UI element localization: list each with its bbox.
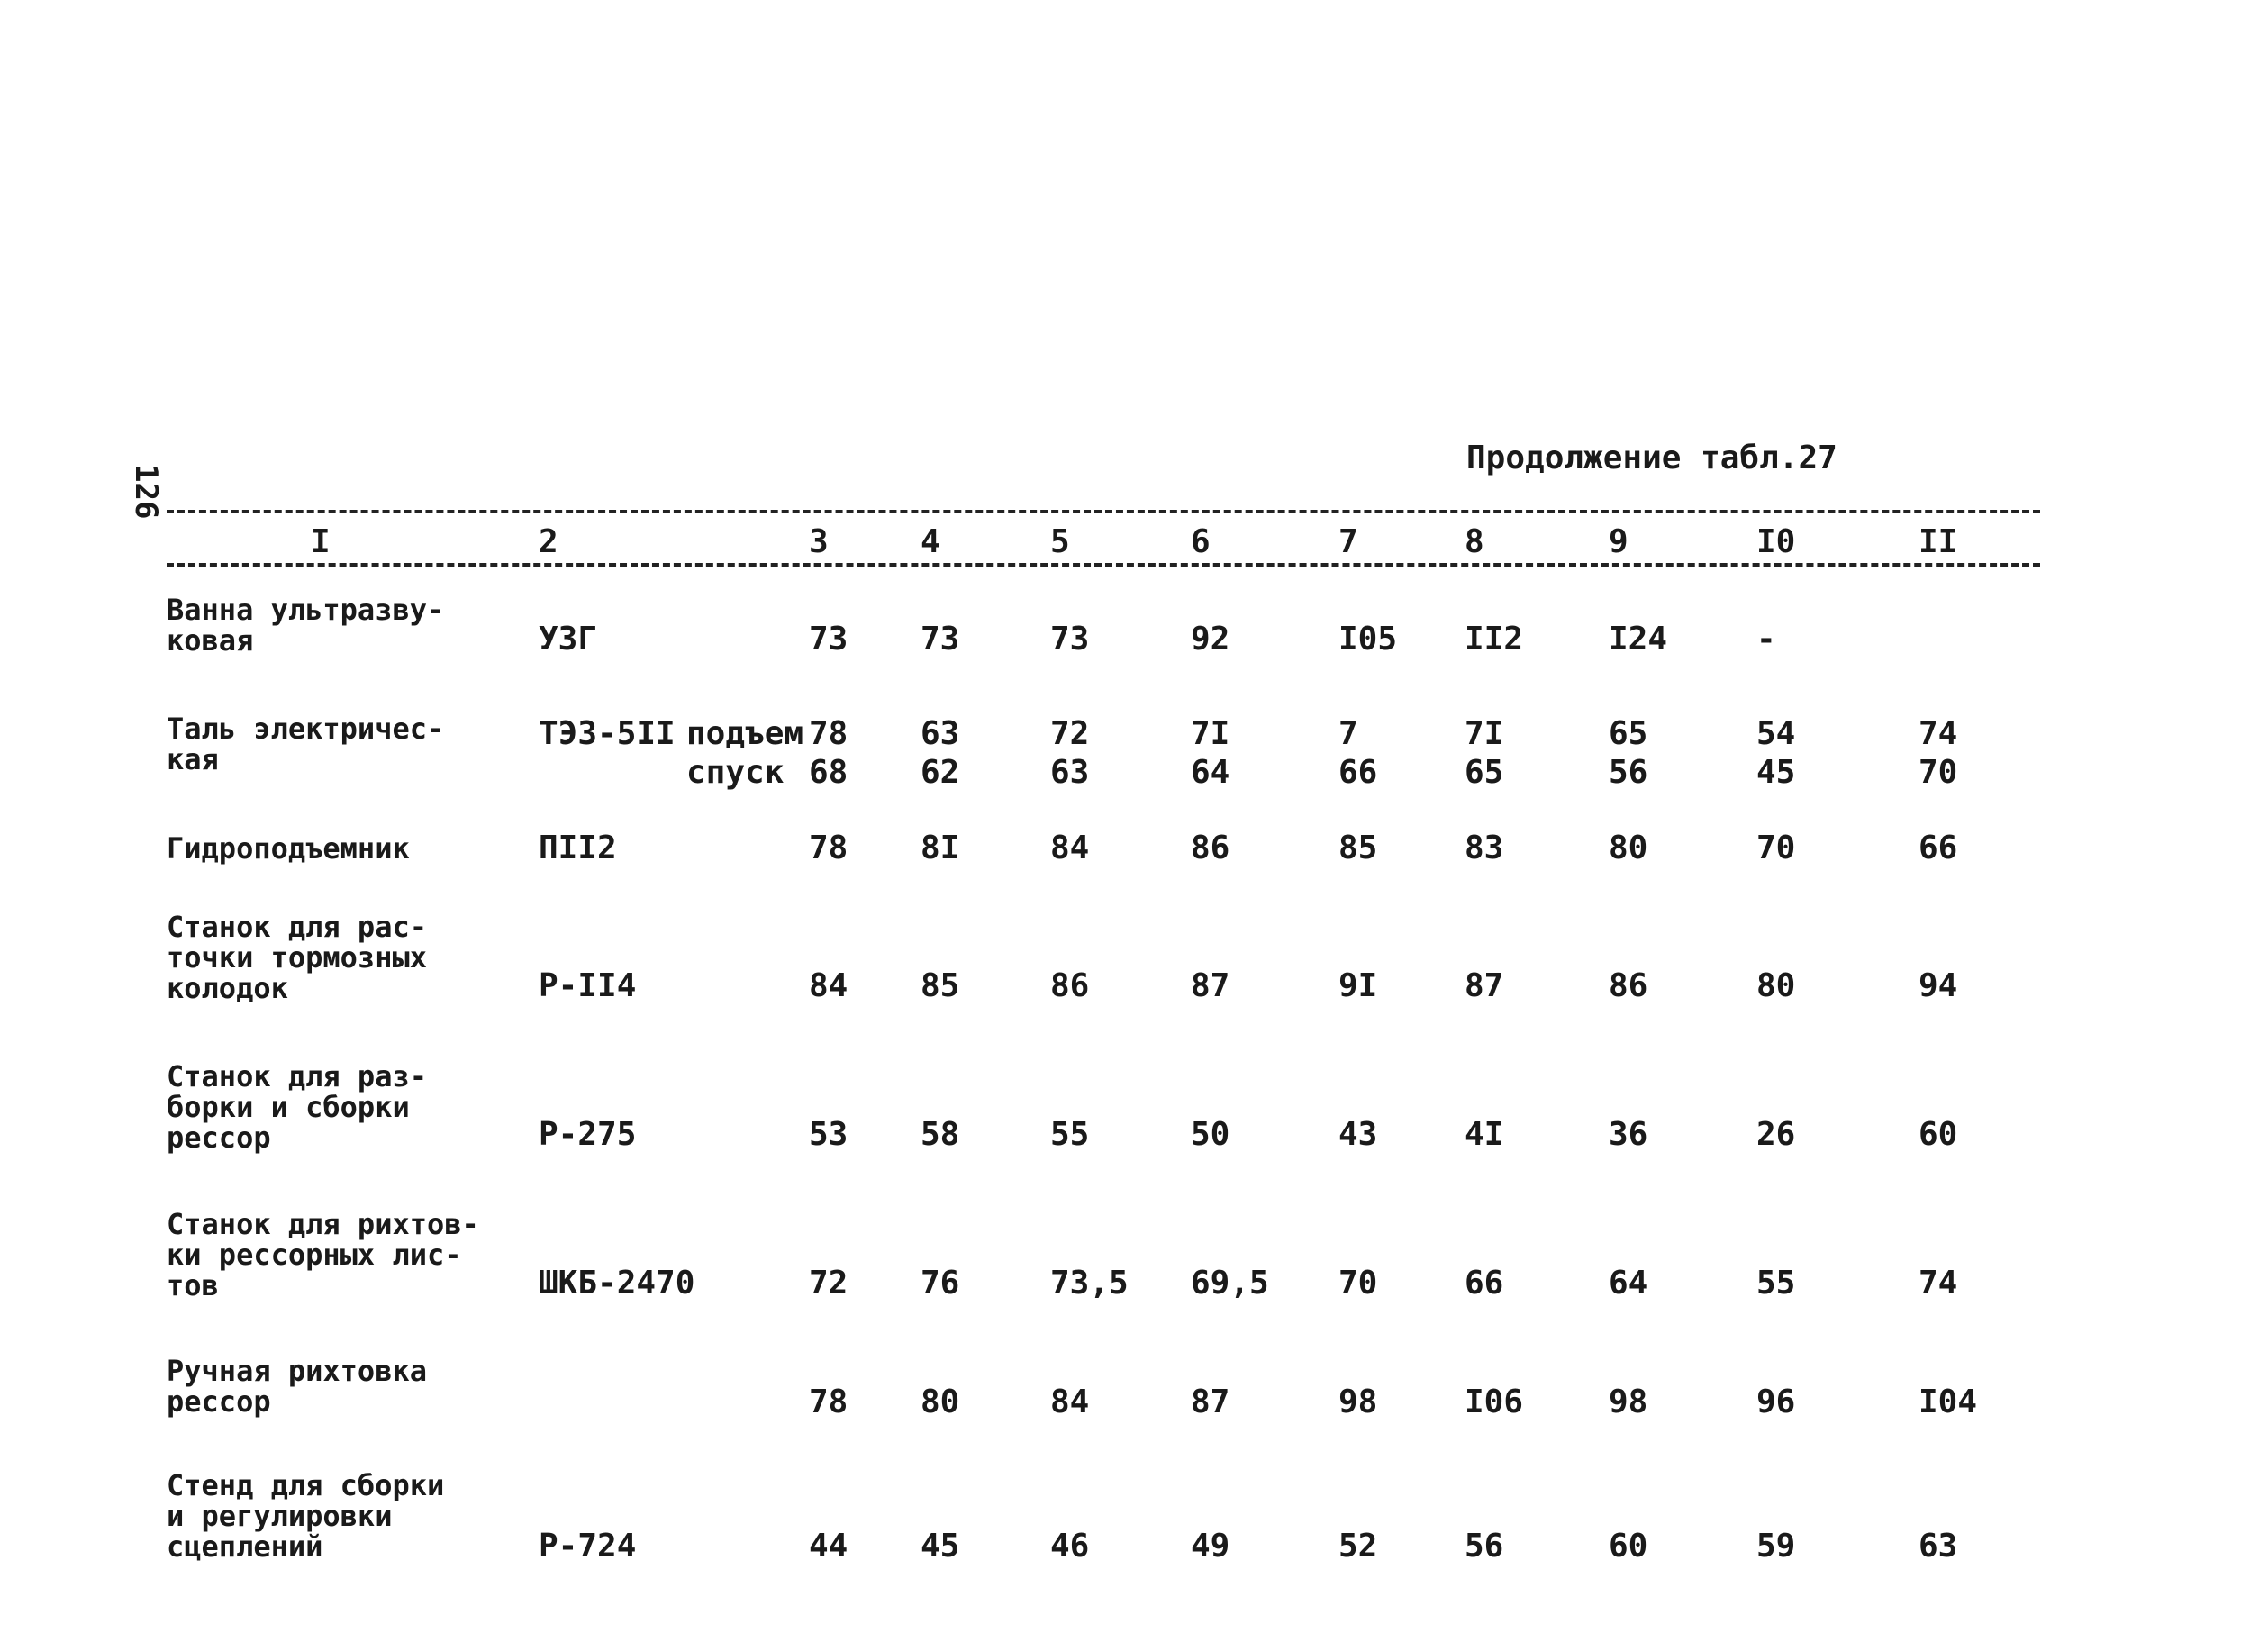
equipment-name: Ванна ультразву- ковая xyxy=(167,593,445,658)
value-cell: 72 xyxy=(809,1265,848,1302)
equipment-name: Таль электричес- кая xyxy=(167,712,445,776)
value-cell: - xyxy=(1756,621,1776,658)
value-cell: 73 xyxy=(921,621,960,658)
value-cell: 74 xyxy=(1919,715,1958,752)
value-cell: 92 xyxy=(1191,621,1230,658)
value-cell: 80 xyxy=(1609,830,1648,866)
value-cell: 7 xyxy=(1338,715,1358,752)
value-cell: 78 xyxy=(809,715,848,752)
value-cell: 65 xyxy=(1609,715,1648,752)
value-cell: 58 xyxy=(921,1116,960,1153)
value-cell: 65 xyxy=(1465,754,1504,791)
value-cell: 66 xyxy=(1919,830,1958,866)
col-header-4: 4 xyxy=(921,523,940,560)
value-cell: 69,5 xyxy=(1191,1265,1269,1302)
value-cell: 78 xyxy=(809,1383,848,1420)
value-cell: 73 xyxy=(1050,621,1090,658)
value-cell: I24 xyxy=(1609,621,1668,658)
value-cell: 78 xyxy=(809,830,848,866)
operation-label: подъем xyxy=(686,715,804,752)
value-cell: 66 xyxy=(1465,1265,1504,1302)
value-cell: 53 xyxy=(809,1116,848,1153)
col-header-2: 2 xyxy=(539,523,558,560)
value-cell: 80 xyxy=(1756,967,1796,1004)
value-cell: 7I xyxy=(1465,715,1504,752)
value-cell: 76 xyxy=(921,1265,960,1302)
value-cell: 50 xyxy=(1191,1116,1230,1153)
value-cell: 83 xyxy=(1465,830,1504,866)
value-cell: 73,5 xyxy=(1050,1265,1129,1302)
value-cell: 72 xyxy=(1050,715,1090,752)
value-cell: 96 xyxy=(1756,1383,1796,1420)
value-cell: 64 xyxy=(1609,1265,1648,1302)
value-cell: 56 xyxy=(1609,754,1648,791)
value-cell: I06 xyxy=(1465,1383,1524,1420)
equipment-model: УЗГ xyxy=(539,621,598,658)
value-cell: 54 xyxy=(1756,715,1796,752)
value-cell: 73 xyxy=(809,621,848,658)
equipment-model: ШКБ-2470 xyxy=(539,1265,695,1302)
value-cell: 84 xyxy=(1050,830,1090,866)
value-cell: 87 xyxy=(1465,967,1504,1004)
header-rule-top xyxy=(167,510,2040,513)
equipment-name: Станок для раз- борки и сборки рессор xyxy=(167,1059,427,1155)
value-cell: I05 xyxy=(1338,621,1398,658)
value-cell: 55 xyxy=(1756,1265,1796,1302)
value-cell: 62 xyxy=(921,754,960,791)
value-cell: 63 xyxy=(1919,1528,1958,1565)
value-cell: 59 xyxy=(1756,1528,1796,1565)
value-cell: 85 xyxy=(921,967,960,1004)
value-cell: II2 xyxy=(1465,621,1524,658)
value-cell: 74 xyxy=(1919,1265,1958,1302)
table-caption: Продолжение табл.27 xyxy=(1466,440,1837,476)
col-header-11: II xyxy=(1919,523,1958,560)
equipment-model: Р-724 xyxy=(539,1528,637,1565)
col-header-7: 7 xyxy=(1338,523,1358,560)
value-cell: 55 xyxy=(1050,1116,1090,1153)
equipment-model: Р-II4 xyxy=(539,967,637,1004)
equipment-model: Р-275 xyxy=(539,1116,637,1153)
value-cell: 80 xyxy=(921,1383,960,1420)
value-cell: 64 xyxy=(1191,754,1230,791)
col-header-10: I0 xyxy=(1756,523,1796,560)
value-cell: 63 xyxy=(921,715,960,752)
value-cell: 45 xyxy=(1756,754,1796,791)
value-cell: 86 xyxy=(1609,967,1648,1004)
value-cell: 84 xyxy=(1050,1383,1090,1420)
col-header-1: I xyxy=(311,523,331,560)
value-cell: 8I xyxy=(921,830,960,866)
col-header-9: 9 xyxy=(1609,523,1628,560)
value-cell: I04 xyxy=(1919,1383,1978,1420)
header-rule-bottom xyxy=(167,563,2040,567)
col-header-8: 8 xyxy=(1465,523,1484,560)
equipment-model: ПII2 xyxy=(539,830,617,866)
equipment-name: Ручная рихтовка рессор xyxy=(167,1354,427,1419)
col-header-5: 5 xyxy=(1050,523,1070,560)
value-cell: 4I xyxy=(1465,1116,1504,1153)
value-cell: 68 xyxy=(809,754,848,791)
value-cell: 87 xyxy=(1191,967,1230,1004)
equipment-name: Станок для рихтов- ки рессорных лис- тов xyxy=(167,1207,479,1302)
value-cell: 56 xyxy=(1465,1528,1504,1565)
value-cell: 87 xyxy=(1191,1383,1230,1420)
operation-label: спуск xyxy=(686,754,785,791)
value-cell: 9I xyxy=(1338,967,1378,1004)
value-cell: 60 xyxy=(1609,1528,1648,1565)
value-cell: 98 xyxy=(1609,1383,1648,1420)
value-cell: 84 xyxy=(809,967,848,1004)
col-header-3: 3 xyxy=(809,523,829,560)
value-cell: 86 xyxy=(1050,967,1090,1004)
value-cell: 70 xyxy=(1756,830,1796,866)
value-cell: 94 xyxy=(1919,967,1958,1004)
value-cell: 7I xyxy=(1191,715,1230,752)
col-header-6: 6 xyxy=(1191,523,1211,560)
value-cell: 36 xyxy=(1609,1116,1648,1153)
value-cell: 60 xyxy=(1919,1116,1958,1153)
value-cell: 46 xyxy=(1050,1528,1090,1565)
page-number: 126 xyxy=(128,464,164,520)
value-cell: 44 xyxy=(809,1528,848,1565)
equipment-name: Гидроподъемник xyxy=(167,831,410,866)
value-cell: 26 xyxy=(1756,1116,1796,1153)
value-cell: 63 xyxy=(1050,754,1090,791)
value-cell: 49 xyxy=(1191,1528,1230,1565)
value-cell: 70 xyxy=(1919,754,1958,791)
value-cell: 98 xyxy=(1338,1383,1378,1420)
value-cell: 43 xyxy=(1338,1116,1378,1153)
value-cell: 86 xyxy=(1191,830,1230,866)
value-cell: 70 xyxy=(1338,1265,1378,1302)
value-cell: 45 xyxy=(921,1528,960,1565)
value-cell: 52 xyxy=(1338,1528,1378,1565)
equipment-name: Стенд для сборки и регулировки сцеплений xyxy=(167,1468,445,1564)
value-cell: 85 xyxy=(1338,830,1378,866)
equipment-model: ТЭЗ-5II xyxy=(539,715,676,752)
value-cell: 66 xyxy=(1338,754,1378,791)
equipment-name: Станок для рас- точки тормозных колодок xyxy=(167,910,427,1005)
